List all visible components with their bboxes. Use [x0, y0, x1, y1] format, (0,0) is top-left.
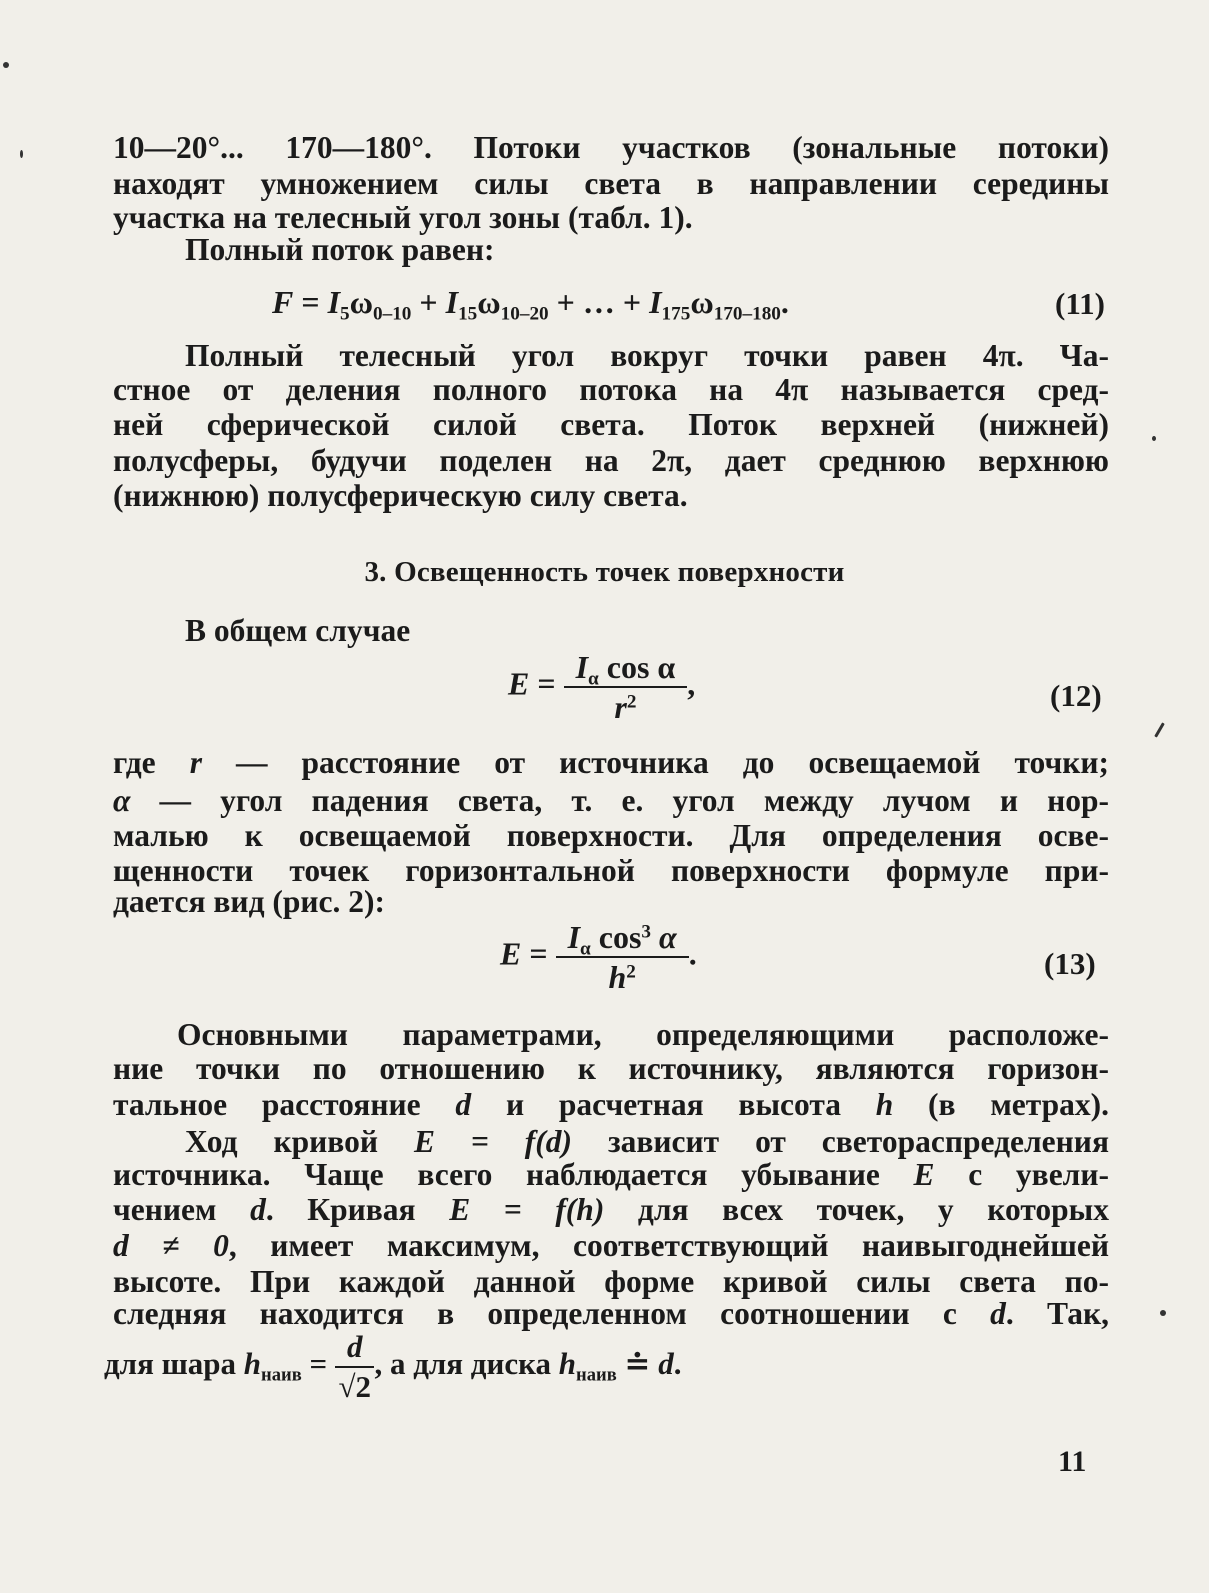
- eq12-lhs: E: [508, 665, 530, 702]
- general-case-text: В общем случае: [185, 613, 411, 648]
- paragraph-line: дается вид (рис. 2):: [113, 884, 386, 919]
- eq12-equals: =: [537, 665, 556, 702]
- text: тальное расстояние: [113, 1087, 456, 1122]
- eq11-lhs: F: [272, 284, 294, 320]
- page-number: 11: [1058, 1445, 1087, 1478]
- formula-d-neq-0: d ≠ 0: [113, 1228, 229, 1263]
- paragraph-line: высоте. При каждой данной форме кривой силы света по-: [113, 1264, 1109, 1299]
- paragraph-line: ние точки по отношению к источнику, являются горизон-: [113, 1051, 1109, 1086]
- equation-13: [500, 918, 697, 996]
- paragraph-line: [113, 1192, 1109, 1228]
- eq11-i3-sub: 175: [661, 303, 691, 325]
- text: — расстояние от источника до освещаемой точки;: [201, 745, 1110, 780]
- formula-e-fh: E = f(h): [449, 1192, 605, 1227]
- text: . Так,: [1005, 1296, 1109, 1331]
- eq11-i3: I: [649, 284, 662, 320]
- eq13-fraction: [556, 918, 689, 996]
- eq12-den-r: r: [614, 689, 627, 725]
- text: . Кривая: [265, 1192, 450, 1227]
- paragraph-line: находят умножением силы света в направлении середины: [113, 166, 1109, 201]
- var-h: h: [243, 1346, 262, 1382]
- equation-13-number: (13): [1044, 946, 1096, 981]
- sphere-disc-formula-line: [104, 1328, 682, 1406]
- equation-11-number: (11): [1055, 286, 1105, 321]
- var-d: d: [658, 1346, 674, 1382]
- sub-naiv: наив: [576, 1364, 617, 1386]
- text: для всех точек, у которых: [604, 1192, 1110, 1227]
- eq12-num-rest: cos α: [598, 649, 676, 685]
- equation-12: [508, 648, 695, 726]
- approx-equals: ≐: [616, 1346, 659, 1382]
- eq12-num-i-sub: α: [588, 668, 599, 690]
- var-e: E: [913, 1157, 935, 1192]
- eq11-w3: ω: [690, 284, 714, 320]
- text: с увели-: [934, 1157, 1109, 1192]
- scan-speck: [1160, 1310, 1166, 1316]
- equals: =: [301, 1346, 335, 1382]
- eq11-w3-sub: 170–180: [713, 303, 781, 325]
- equation-11: [272, 284, 789, 325]
- var-d: d: [990, 1296, 1006, 1331]
- eq13-den-h: h: [608, 959, 627, 995]
- var-d: d: [250, 1192, 266, 1227]
- fraction-numerator: [335, 1328, 375, 1368]
- eq11-equals: =: [301, 284, 320, 320]
- eq13-num-i-sub: α: [580, 938, 591, 960]
- var-r: r: [189, 745, 202, 780]
- paragraph-line: [113, 1296, 1109, 1332]
- text: и расчетная высота: [471, 1087, 876, 1122]
- paragraph-line: [185, 1124, 1109, 1160]
- var-h: h: [875, 1087, 894, 1122]
- var-d: d: [455, 1087, 472, 1122]
- eq11-i2: I: [445, 284, 459, 320]
- paragraph-line: щенности точек горизонтальной поверхности формуле при-: [113, 853, 1109, 888]
- paragraph-line: [113, 745, 1109, 781]
- text: где: [113, 745, 190, 780]
- eq11-w1-sub: 0–10: [373, 303, 412, 325]
- text: .: [673, 1346, 682, 1382]
- paragraph-line: стное от деления полного потока на 4π называется сред-: [113, 372, 1109, 407]
- eq11-plus: +: [419, 284, 438, 320]
- text: чением: [113, 1192, 251, 1227]
- eq11-plus-ellipsis: + … +: [556, 284, 642, 320]
- eq12-num-i: I: [575, 649, 589, 685]
- eq11-w2: ω: [477, 284, 501, 320]
- eq13-num-alpha: α: [651, 919, 677, 955]
- text: (в метрах).: [893, 1087, 1109, 1122]
- paragraph-line: участка на телесный угол зоны (табл. 1).: [113, 200, 693, 235]
- section-heading: 3. Освещенность точек поверхности: [364, 556, 845, 588]
- eq13-num-cos: cos: [590, 919, 642, 955]
- eq12-numerator: [564, 648, 688, 688]
- text: , имеет максимум, соответствующий наивыгоднейшей: [228, 1228, 1109, 1263]
- paragraph-line: [113, 1157, 1109, 1193]
- d-over-sqrt2-fraction: [335, 1328, 375, 1406]
- eq13-num-sup: 3: [641, 921, 651, 943]
- paragraph-line: полусферы, будучи поделен на 2π, дает среднюю верхнюю: [113, 443, 1109, 478]
- text: следняя находится в определенном соотношении с: [113, 1296, 991, 1331]
- text: — угол падения света, т. е. угол между лучом и нор-: [130, 783, 1109, 818]
- eq13-lhs: E: [500, 935, 522, 972]
- full-flux-intro: Полный поток равен:: [185, 232, 495, 267]
- paragraph-line: [113, 1087, 1109, 1123]
- eq11-i1-sub: 5: [340, 303, 350, 325]
- scan-speck: [3, 62, 9, 68]
- paragraph-line: 10—20°... 170—180°. Потоки участков (зональные потоки): [113, 130, 1109, 165]
- paragraph-line: Основными параметрами, определяющими расположе-: [177, 1017, 1109, 1052]
- var-d: d: [346, 1329, 363, 1364]
- var-h: h: [558, 1346, 576, 1382]
- eq11-end: .: [780, 284, 789, 320]
- eq11-w2-sub: 10–20: [500, 303, 549, 325]
- sub-naiv: наив: [261, 1364, 302, 1386]
- eq12-fraction: [564, 648, 688, 726]
- eq11-i2-sub: 15: [458, 303, 478, 325]
- eq13-numerator: [556, 918, 689, 958]
- text: зависит от светораспределения: [572, 1124, 1109, 1159]
- equation-12-number: (12): [1050, 678, 1102, 713]
- fraction-denominator: √2: [338, 1369, 371, 1404]
- scan-speck: [1152, 436, 1156, 441]
- scan-speck: [20, 150, 23, 158]
- eq12-denominator: [564, 688, 688, 726]
- text: для шара: [104, 1346, 244, 1382]
- eq13-denominator: [556, 958, 689, 996]
- eq12-den-sup: 2: [626, 691, 637, 713]
- text: Ход кривой: [185, 1124, 414, 1159]
- eq11-w1: ω: [349, 284, 374, 320]
- formula-e-fd: E = f(d): [413, 1124, 573, 1159]
- paragraph-line: Полный телесный угол вокруг точки равен 4π. Ча-: [185, 338, 1109, 373]
- paragraph-line: (нижнюю) полусферическую силу света.: [113, 478, 688, 513]
- paragraph-line: [113, 783, 1109, 819]
- text: , а для диска: [374, 1346, 559, 1382]
- eq11-i1: I: [327, 284, 341, 320]
- scan-speck: [1154, 722, 1165, 737]
- paragraph-line: малью к освещаемой поверхности. Для определения осве-: [113, 818, 1109, 853]
- eq12-end: ,: [687, 665, 696, 702]
- paragraph-line: [113, 1228, 1109, 1264]
- var-alpha: α: [113, 783, 131, 818]
- eq13-den-sup: 2: [626, 961, 636, 983]
- eq13-num-i: I: [567, 919, 581, 955]
- eq13-end: .: [688, 935, 697, 972]
- paragraph-line: ней сферической силой света. Поток верхней (нижней): [113, 407, 1109, 442]
- text: источника. Чаще всего наблюдается убывание: [113, 1157, 914, 1192]
- eq13-equals: =: [529, 935, 548, 972]
